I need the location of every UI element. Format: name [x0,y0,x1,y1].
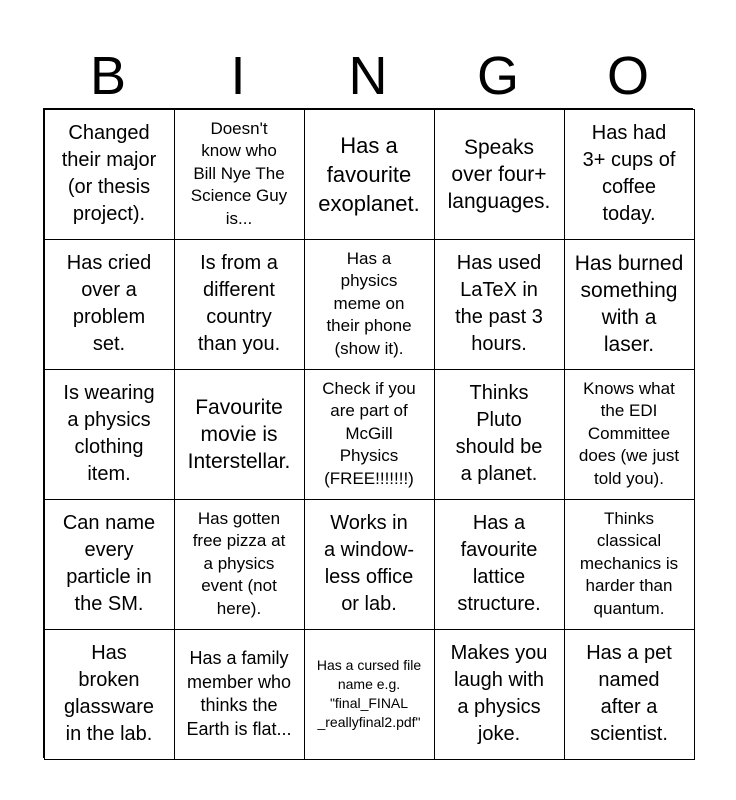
cell-text: Check if you are part of McGill Physics (FREE!!!!!!!) [322,378,416,488]
bingo-header [43,44,693,108]
cell-text: Has a favourite lattice structure. [457,512,541,615]
cell-text: Can name every particle in the SM. [62,512,156,615]
cell-text: Has used LaTeX in the past 3 hours. [455,252,543,355]
cell-text: Has a cursed file name e.g. "final_FINAL _reallyfinal2.pdf" [316,657,422,730]
bingo-cell-2-4[interactable] [434,239,565,370]
bingo-cell-1-5[interactable] [564,109,695,240]
cell-text: Has a physics meme on their phone (show it). [326,248,412,358]
cell-text: Has a family member who thinks the Earth is flat... [186,648,292,739]
bingo-cell-4-2[interactable] [174,499,305,630]
bingo-cell-3-3[interactable] [304,369,435,500]
bingo-cell-1-3[interactable] [304,109,435,240]
cell-text: Has cried over a problem set. [66,252,152,355]
cell-text: Speaks over four+ languages. [447,135,551,213]
bingo-cell-2-5[interactable] [564,239,695,370]
bingo-cell-1-1[interactable] [44,109,175,240]
cell-text: Has broken glassware in the lab. [63,642,155,745]
bingo-cell-2-2[interactable] [174,239,305,370]
cell-text: Makes you laugh with a physics joke. [450,642,548,745]
cell-text: Has burned something with a laser. [574,252,684,356]
bingo-card [43,108,693,758]
cell-text: Thinks Pluto should be a planet. [455,382,543,485]
bingo-cell-3-4[interactable] [434,369,565,500]
bingo-cell-3-1[interactable] [44,369,175,500]
bingo-cell-4-3[interactable] [304,499,435,630]
cell-text: Doesn't know who Bill Nye The Science Guy is... [190,118,288,228]
bingo-cell-5-5[interactable] [564,629,695,760]
bingo-cell-1-4[interactable] [434,109,565,240]
bingo-cell-2-1[interactable] [44,239,175,370]
bingo-cell-3-2[interactable] [174,369,305,500]
cell-text: Thinks classical mechanics is harder than quantum. [579,508,679,618]
bingo-cell-5-3[interactable] [304,629,435,760]
cell-text: Changed their major (or thesis project). [61,122,157,225]
bingo-cell-2-3[interactable] [304,239,435,370]
bingo-cell-5-1[interactable] [44,629,175,760]
cell-text: Knows what the EDI Committee does (we just told you). [578,378,680,488]
bingo-cell-5-4[interactable] [434,629,565,760]
cell-text: Has a pet named after a scientist. [586,642,672,745]
bingo-cell-3-5[interactable] [564,369,695,500]
bingo-cell-4-4[interactable] [434,499,565,630]
cell-text: Is wearing a physics clothing item. [63,382,155,485]
header-letter-g: G [476,46,519,106]
header-letter-n: N [348,46,388,106]
bingo-cell-4-1[interactable] [44,499,175,630]
header-letter-o: O [606,46,649,106]
bingo-cell-5-2[interactable] [174,629,305,760]
cell-text: Has a favourite exoplanet. [318,132,420,216]
bingo-cell-4-5[interactable] [564,499,695,630]
header-letter-i: I [230,46,246,106]
cell-text: Is from a different country than you. [197,252,281,355]
cell-text: Favourite movie is Interstellar. [187,395,291,473]
bingo-cell-1-2[interactable] [174,109,305,240]
cell-text: Has had 3+ cups of coffee today. [582,122,676,225]
header-letter-b: B [89,46,127,106]
cell-text: Has gotten free pizza at a physics event (not here). [192,508,286,618]
cell-text: Works in a window- less office or lab. [323,512,415,615]
